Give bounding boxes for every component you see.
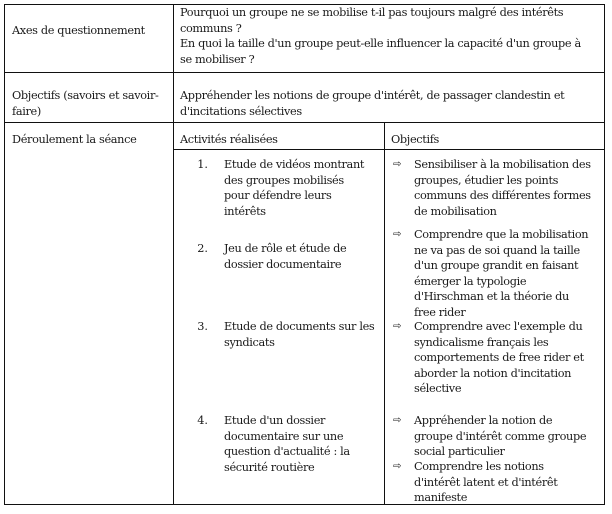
objective-text — [414, 413, 586, 460]
activity-number: 3. — [197, 320, 208, 333]
activities-header: Activités réalisées — [180, 133, 278, 146]
objective-line: ne va pas de soi quand la taille — [414, 243, 580, 257]
activity-line: syndicats — [224, 335, 275, 349]
activity-line: dossier documentaire — [224, 257, 342, 271]
objective-text — [414, 319, 584, 397]
activity-line: des groupes mobilisés — [224, 173, 344, 187]
arrow-right-icon: ⇨ — [393, 415, 402, 426]
arrow-right-icon: ⇨ — [393, 159, 402, 170]
objective-line: d'un groupe grandit en faisant — [414, 259, 579, 272]
objectifs-content-line: Appréhender les notions de groupe d'intérêt, de passager clandestin et — [180, 89, 565, 102]
objectifs-label — [12, 88, 158, 119]
activity-line: documentaire sur une — [224, 429, 344, 443]
axes-questions — [180, 5, 581, 67]
objective-line: syndicalisme français les — [414, 335, 549, 349]
objective-line: d'Hirschman et la théorie du — [414, 290, 569, 303]
objective-text — [414, 227, 588, 320]
objective-line: de mobilisation — [414, 204, 497, 218]
row-divider-1 — [4, 72, 605, 73]
objective-line: d'intérêt latent et d'intérêt — [414, 475, 558, 489]
objectifs-label-line: Objectifs (savoirs et savoir- — [12, 89, 159, 102]
activity-line: Etude de vidéos montrant — [224, 158, 365, 171]
axes-question-line: Pourquoi un groupe ne se mobilise t-il pas toujours malgré des intérêts — [180, 6, 564, 19]
activity-line: intérêts — [224, 204, 266, 218]
objective-line: Appréhender la notion de — [414, 414, 553, 427]
objective-line: groupes, étudier les points — [414, 173, 559, 187]
objective-line: sélective — [414, 382, 462, 395]
objective-line: Comprendre les notions — [414, 460, 544, 473]
activity-line: pour défendre leurs — [224, 189, 332, 202]
activity-line: sécurité routière — [224, 460, 315, 474]
objective-line: émerger la typologie — [414, 274, 527, 288]
axes-question-line: se mobiliser ? — [180, 52, 255, 66]
axes-label: Axes de questionnement — [12, 24, 145, 37]
axes-question-line: communs ? — [180, 21, 242, 35]
objective-text — [414, 459, 557, 506]
activity-text — [224, 413, 350, 475]
objective-line: aborder la notion d'incitation — [414, 366, 572, 380]
objective-line: free rider — [414, 305, 466, 319]
objectifs-content — [180, 88, 564, 119]
objective-text — [414, 157, 591, 219]
objective-line: social particulier — [414, 445, 505, 458]
arrow-right-icon: ⇨ — [393, 321, 402, 332]
objective-line: communs des différentes formes — [414, 189, 591, 202]
arrow-right-icon: ⇨ — [393, 229, 402, 240]
activity-number: 1. — [197, 158, 208, 171]
objective-line: manifeste — [414, 491, 468, 504]
arrow-right-icon: ⇨ — [393, 461, 402, 472]
activity-number: 4. — [197, 414, 208, 427]
axes-question-line: En quoi la taille d'un groupe peut-elle influencer la capacité d'un groupe à — [180, 37, 581, 50]
objective-line: Sensibiliser à la mobilisation des — [414, 158, 591, 171]
activity-line: Jeu de rôle et étude de — [224, 242, 347, 255]
deroulement-label: Déroulement la séance — [12, 133, 137, 146]
activity-text — [224, 241, 346, 272]
subheader-divider — [173, 149, 605, 150]
activity-text — [224, 157, 364, 219]
activity-text — [224, 319, 374, 350]
row-divider-2 — [4, 122, 605, 123]
activity-number: 2. — [197, 242, 208, 255]
column-divider-1 — [173, 4, 174, 505]
objectives-header: Objectifs — [391, 133, 439, 146]
objectifs-label-line: faire) — [12, 104, 41, 118]
objective-line: Comprendre que la mobilisation — [414, 228, 589, 241]
activity-line: Etude d'un dossier — [224, 414, 326, 427]
activity-line: Etude de documents sur les — [224, 320, 375, 333]
objective-line: groupe d'intérêt comme groupe — [414, 429, 587, 443]
objective-line: Comprendre avec l'exemple du — [414, 320, 583, 333]
objective-line: comportements de free rider et — [414, 351, 584, 364]
activity-line: question d'actualité : la — [224, 445, 350, 458]
column-divider-2 — [384, 122, 385, 505]
objectifs-content-line: d'incitations sélectives — [180, 104, 302, 118]
